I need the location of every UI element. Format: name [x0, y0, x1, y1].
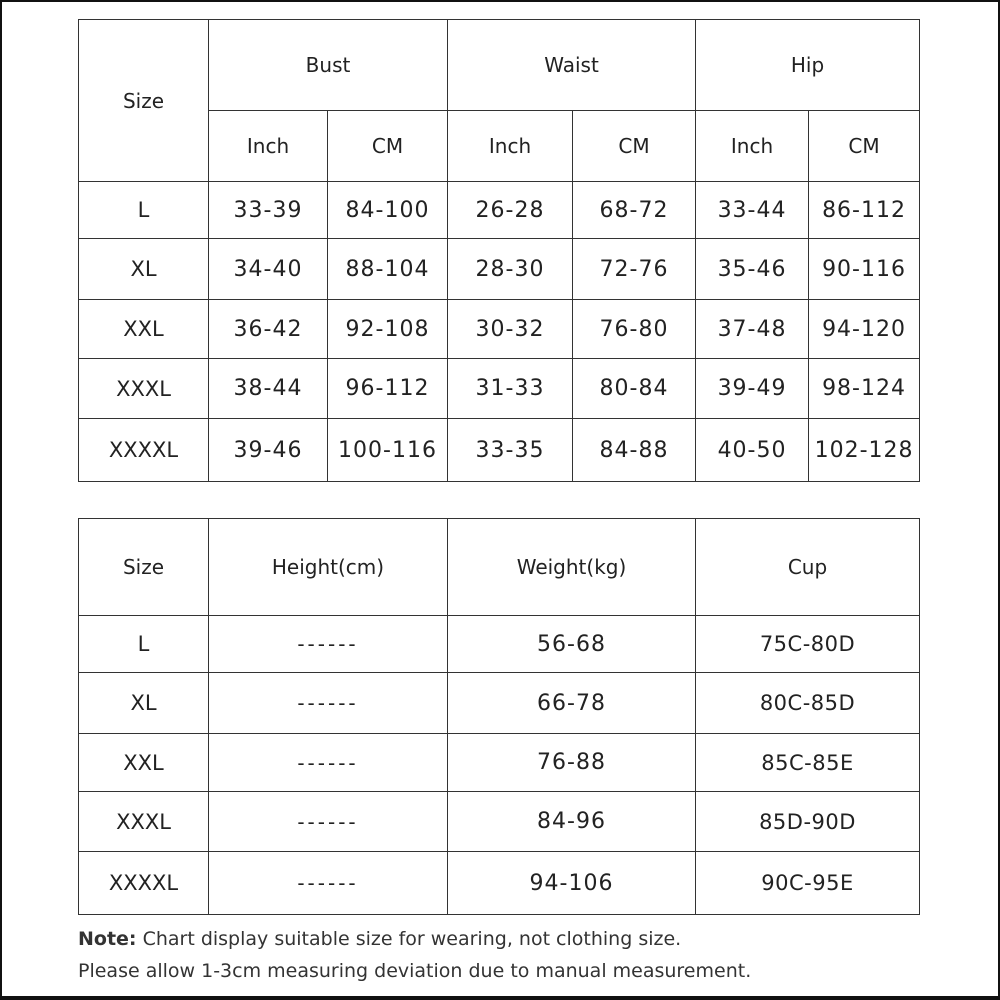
cup-cell: 80C-85D: [696, 673, 920, 734]
table-row: [79, 673, 920, 734]
note-text: Chart display suitable size for wearing, not clothing size.: [136, 928, 682, 950]
weight-cell: 84-96: [448, 792, 696, 852]
size-cell: L: [79, 182, 209, 239]
value-cell: 34-40: [209, 239, 328, 300]
height-cell: ------: [209, 673, 448, 734]
value-cell: 33-35: [448, 419, 573, 482]
value-cell: 26-28: [448, 182, 573, 239]
weight-cell: 56-68: [448, 616, 696, 673]
value-cell: 86-112: [809, 182, 920, 239]
cup-cell: 85C-85E: [696, 734, 920, 792]
height-cell: ------: [209, 852, 448, 915]
value-cell: 68-72: [573, 182, 696, 239]
size-cell: XXXL: [79, 792, 209, 852]
weight-header: Weight(kg): [448, 519, 696, 616]
waist-cm-header: CM: [573, 111, 696, 182]
size-cell: XXXXL: [79, 852, 209, 915]
value-cell: 88-104: [328, 239, 448, 300]
size-cell: L: [79, 616, 209, 673]
table-row: [79, 239, 920, 300]
measurement-table: [78, 19, 920, 482]
size-cell: XXL: [79, 734, 209, 792]
table-row: [79, 616, 920, 673]
weight-cell: 76-88: [448, 734, 696, 792]
cup-header: Cup: [696, 519, 920, 616]
value-cell: 36-42: [209, 300, 328, 359]
size-header: Size: [79, 20, 209, 182]
hip-cm-header: CM: [809, 111, 920, 182]
note-line-2: Please allow 1-3cm measuring deviation due to manual measurement.: [78, 960, 752, 982]
value-cell: 100-116: [328, 419, 448, 482]
table-row: [79, 182, 920, 239]
cup-cell: 75C-80D: [696, 616, 920, 673]
value-cell: 35-46: [696, 239, 809, 300]
table-row: [79, 419, 920, 482]
size-cell: XXXL: [79, 359, 209, 419]
value-cell: 94-120: [809, 300, 920, 359]
value-cell: 39-49: [696, 359, 809, 419]
waist-inch-header: Inch: [448, 111, 573, 182]
value-cell: 33-39: [209, 182, 328, 239]
height-header: Height(cm): [209, 519, 448, 616]
fit-table: [78, 518, 920, 915]
cup-cell: 90C-95E: [696, 852, 920, 915]
table-row: [79, 852, 920, 915]
value-cell: 84-88: [573, 419, 696, 482]
value-cell: 102-128: [809, 419, 920, 482]
note-label: Note:: [78, 928, 137, 950]
waist-header: Waist: [448, 20, 696, 111]
value-cell: 98-124: [809, 359, 920, 419]
value-cell: 84-100: [328, 182, 448, 239]
note-line-1: [78, 928, 958, 950]
height-cell: ------: [209, 616, 448, 673]
weight-cell: 94-106: [448, 852, 696, 915]
value-cell: 28-30: [448, 239, 573, 300]
value-cell: 31-33: [448, 359, 573, 419]
value-cell: 30-32: [448, 300, 573, 359]
height-cell: ------: [209, 734, 448, 792]
cup-cell: 85D-90D: [696, 792, 920, 852]
table-row: [79, 792, 920, 852]
weight-cell: 66-78: [448, 673, 696, 734]
size-cell: XXXXL: [79, 419, 209, 482]
bust-header: Bust: [209, 20, 448, 111]
table-row: [79, 359, 920, 419]
bust-cm-header: CM: [328, 111, 448, 182]
value-cell: 96-112: [328, 359, 448, 419]
table-row: [79, 300, 920, 359]
hip-inch-header: Inch: [696, 111, 809, 182]
bust-inch-header: Inch: [209, 111, 328, 182]
value-cell: 37-48: [696, 300, 809, 359]
value-cell: 72-76: [573, 239, 696, 300]
height-cell: ------: [209, 792, 448, 852]
size-cell: XL: [79, 239, 209, 300]
size-cell: XL: [79, 673, 209, 734]
size-cell: XXL: [79, 300, 209, 359]
value-cell: 33-44: [696, 182, 809, 239]
value-cell: 38-44: [209, 359, 328, 419]
value-cell: 39-46: [209, 419, 328, 482]
size-header: Size: [79, 519, 209, 616]
value-cell: 90-116: [809, 239, 920, 300]
hip-header: Hip: [696, 20, 920, 111]
value-cell: 80-84: [573, 359, 696, 419]
table-row: [79, 734, 920, 792]
value-cell: 76-80: [573, 300, 696, 359]
value-cell: 92-108: [328, 300, 448, 359]
value-cell: 40-50: [696, 419, 809, 482]
